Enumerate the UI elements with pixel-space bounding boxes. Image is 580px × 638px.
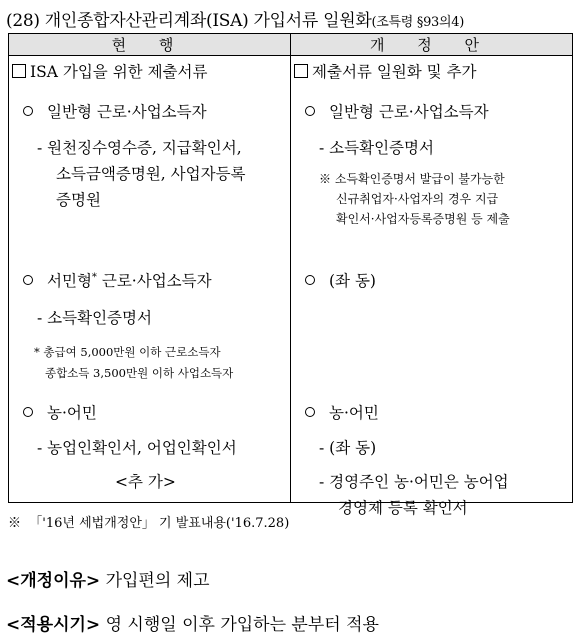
title-main: (28) 개인종합자산관리계좌(ISA) 가입서류 일원화 <box>6 11 372 31</box>
note-line-3: 확인서·사업자등록증명원 등 제출 <box>336 212 510 226</box>
checkbox-square-icon <box>294 64 308 78</box>
proposed-seomin-heading <box>305 269 376 291</box>
proposed-general-docs: - 소득확인증명서 <box>319 139 434 157</box>
revision-reason-text: 가입편의 제고 <box>100 571 210 591</box>
revision-reason <box>6 566 210 591</box>
circle-bullet-icon <box>23 275 33 285</box>
proposed-general-label: 일반형 근로·사업소득자 <box>329 103 489 121</box>
circle-bullet-icon <box>305 106 315 116</box>
current-seomin-label: 서민형 <box>47 272 92 290</box>
table-body-row <box>9 56 573 503</box>
header-proposed: 개 정 안 <box>291 34 573 56</box>
footnote-line-2: 종합소득 3,500만원 이하 사업소득자 <box>44 366 234 380</box>
circle-bullet-icon <box>305 407 315 417</box>
proposed-section-label: 제출서류 일원화 및 추가 <box>312 63 477 81</box>
proposed-seomin-label: (좌 동) <box>329 272 376 290</box>
current-farm-label: 농·어민 <box>47 404 97 422</box>
current-seomin-docs: - 소득확인증명서 <box>37 309 152 327</box>
footnote-text: 「'16년 세법개정안」 기 발표내용('16.7.28) <box>29 516 290 531</box>
proposed-column <box>291 56 573 517</box>
current-column <box>9 56 291 503</box>
proposed-general-heading <box>305 100 489 122</box>
current-seomin-footnote <box>34 342 233 384</box>
current-general-label: 일반형 근로·사업소득자 <box>47 103 207 121</box>
effective-timing-label: <적용시기> <box>6 615 101 635</box>
proposed-farm-label: 농·어민 <box>329 404 379 422</box>
current-seomin-label-rest: 근로·사업소득자 <box>96 272 212 290</box>
comparison-table <box>8 33 573 517</box>
checkbox-square-icon <box>12 64 26 78</box>
current-farm-add: <추 가> <box>115 473 176 491</box>
seomin-footnote-marker: * <box>91 271 97 283</box>
proposed-farm-new-1: - 경영주인 농·어민은 농어업 <box>319 473 509 491</box>
current-general-heading <box>23 100 207 122</box>
proposed-farm-same: - (좌 동) <box>319 439 377 457</box>
header-current: 현 행 <box>9 34 291 56</box>
current-farm-heading <box>23 401 97 423</box>
current-seomin-heading <box>23 269 212 291</box>
footnote <box>8 512 289 531</box>
revision-reason-label: <개정이유> <box>6 571 101 591</box>
footnote-line-1: 총급여 5,000만원 이하 근로소득자 <box>43 345 221 359</box>
circle-bullet-icon <box>23 106 33 116</box>
circle-bullet-icon <box>23 407 33 417</box>
effective-timing <box>6 610 379 635</box>
note-line-2: 신규취업자·사업자의 경우 지급 <box>336 192 499 206</box>
page-title <box>6 6 464 31</box>
current-section-heading <box>12 60 207 82</box>
effective-timing-text: 영 시행일 이후 가입하는 분부터 적용 <box>100 615 379 635</box>
footnote-asterisk: * <box>34 345 40 359</box>
note-line-1: 소득확인증명서 발급이 불가능한 <box>334 172 505 186</box>
proposed-farm-heading <box>305 401 379 423</box>
current-general-docs-1: - 원천징수영수증, 지급확인서, <box>37 139 242 157</box>
title-note: (조특령 §93의4) <box>371 15 465 30</box>
table-header-row <box>9 34 573 56</box>
current-general-docs-2: 소득금액증명원, 사업자등록 <box>56 165 246 183</box>
reference-mark-icon: ※ <box>8 516 22 531</box>
current-farm-docs: - 농업인확인서, 어업인확인서 <box>37 439 237 457</box>
proposed-general-note <box>319 169 510 229</box>
proposed-section-heading <box>294 60 477 82</box>
reference-mark-icon: ※ <box>319 172 332 186</box>
circle-bullet-icon <box>305 275 315 285</box>
proposed-farm-new-2: 경영체 등록 확인서 <box>338 499 468 517</box>
current-section-label: ISA 가입을 위한 제출서류 <box>30 63 208 81</box>
current-general-docs-3: 증명원 <box>56 191 101 209</box>
